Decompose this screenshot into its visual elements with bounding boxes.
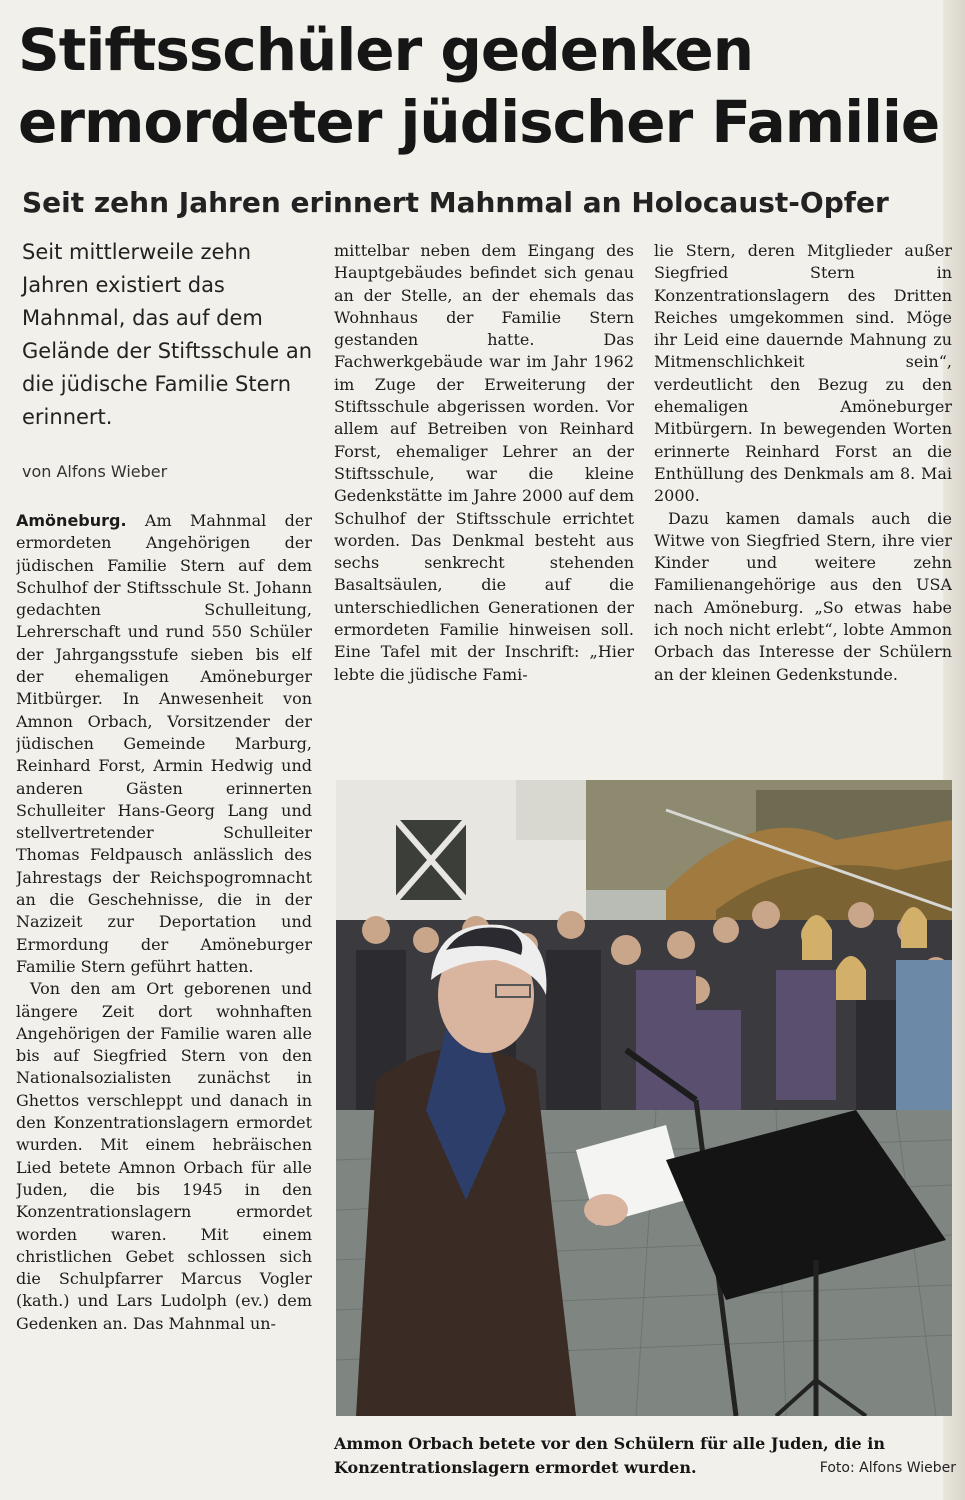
column-2-paragraph-1: mittelbar neben dem Eingang des Hauptgebäudes befindet sich genau an der Stelle, an der ehemals das Wohnhaus der Familie Stern gestanden hatte. Das Fachwerkgebäude war im Jahr 1962 im Zuge der Erweiterung der Stiftsschule abgerissen worden. Vor allem auf Betreiben von Reinhard Forst, ehemaliger Lehrer an der Stiftsschule, war die kleine Gedenkstätte im Jahre 2000 auf dem Schulhof der Stiftsschule errichtet worden. Das Denkmal besteht aus sechs senkrecht stehenden Basaltsäulen, die auf die unterschiedlichen Generationen der ermordeten Familie hinweisen soll. Eine Tafel mit der Inschrift: „Hier lebte die jüdische Fami-: [334, 241, 634, 684]
photo-caption: Ammon Orbach betete vor den Schülern für alle Juden, die in Konzentrationslagern ermordet wurden.: [334, 1434, 885, 1477]
subheadline: Seit zehn Jahren erinnert Mahnmal an Holocaust-Opfer: [22, 186, 889, 219]
column-1-paragraph-2: Von den am Ort geborenen und längere Zeit dort wohnhaften Angehörigen der Familie waren alle bis auf Siegfried Stern von den Nationalsozialisten zunächst in Ghettos verschleppt und danach in den Konzentrationslagern ermordet wurden. Mit einem hebräischen Lied betete Amnon Orbach für alle Juden, die bis 1945 in den Konzentrationslagern ermordet worden waren. Mit einem christlichen Gebet schlossen sich die Schulpfarrer Marcus Vogler (kath.) und Lars Ludolph (ev.) dem Gedenken an. Das Mahnmal un-: [16, 979, 312, 1333]
headline-line-1: Stiftsschüler gedenken: [18, 16, 754, 84]
article-column-1: [16, 510, 312, 1480]
byline: von Alfons Wieber: [22, 462, 168, 481]
article-column-2: [334, 240, 634, 755]
column-1-paragraph-1-text: Am Mahnmal der ermordeten Angehörigen der jüdischen Familie Stern auf dem Schulhof der Stiftsschule St. Johann gedachten Schulleitung, Lehrerschaft und rund 550 Schüler der Jahrgangsstufe sieben bis elf der ehemaligen Amöneburger Mitbürger. In Anwesenheit von Amnon Orbach, Vorsitzender der jüdischen Gemeinde Marburg, Reinhard Forst, Armin Hedwig und anderen Gästen erinnerten Schulleiter Hans-Georg Lang und stellvertretender Schulleiter Thomas Feldpausch anlässlich des Jahrestags der Reichspogromnacht an die Geschehnisse, die in der Nazizeit zur Deportation und Ermordung der Amöneburger Familie Stern geführt hatten.: [16, 511, 312, 976]
article-column-3: [654, 240, 952, 755]
ceremony-photo: [336, 780, 952, 1416]
photo-illustration: [336, 780, 952, 1416]
column-3-paragraph-2: Dazu kamen damals auch die Witwe von Siegfried Stern, ihre vier Kinder und weitere zehn Familienangehörige aus den USA nach Amöneburg. „So etwas habe ich noch nicht erlebt“, lobte Ammon Orbach das Interesse der Schülern an der kleinen Gedenkstunde.: [654, 508, 952, 684]
headline: [18, 14, 948, 158]
column-1-paragraph-1: [16, 510, 312, 978]
photo-credit: Foto: Alfons Wieber: [819, 1460, 956, 1476]
headline-line-2: ermordeter jüdischer Familie: [18, 88, 940, 156]
dateline: Amöneburg.: [16, 511, 127, 530]
column-3-paragraph-1: lie Stern, deren Mitglieder außer Siegfried Stern in Konzentrationslagern des Dritten Reiches umgekommen sind. Möge ihr Leid eine dauernde Mahnung zu Mitmenschlichkeit sein“, verdeutlicht den Bezug zu den ehemaligen Amöneburger Mitbürgern. In bewegenden Worten erinnerte Reinhard Forst an die Enthüllung des Denkmals am 8. Mai 2000.: [654, 241, 952, 506]
lead-paragraph: Seit mittlerweile zehn Jahren existiert das Mahnmal, das auf dem Gelände der Stiftsschule an die jüdische Familie Stern erinnert.: [22, 240, 313, 429]
